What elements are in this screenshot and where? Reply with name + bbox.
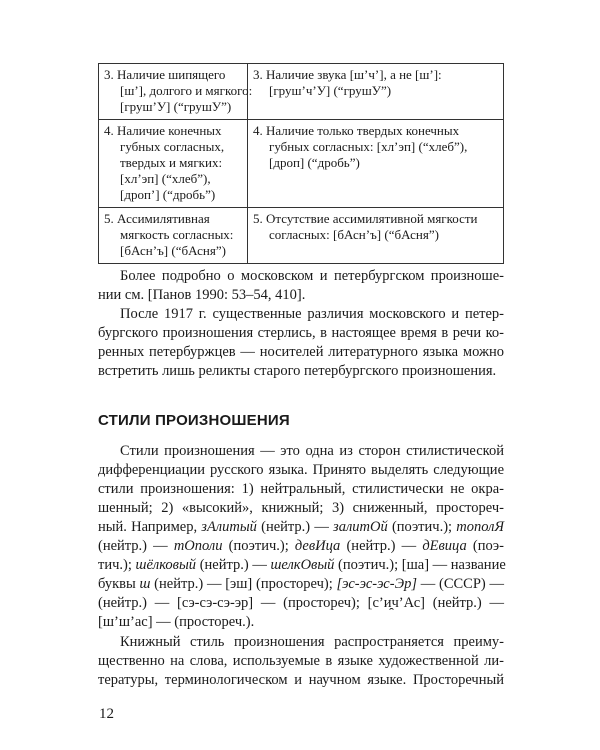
petersburg-cell [248, 208, 504, 264]
text-run: (нейтр.) — [98, 538, 174, 554]
example-word: залитОй [333, 519, 388, 535]
text-line: стили произношения: 1) нейтральный, стилистически не окра- [98, 481, 504, 497]
text-run: (нейтр.) — [340, 538, 423, 554]
moscow-cell [99, 64, 253, 120]
text-line: бургского произношения стерлись, в настоящее время в речи ко- [98, 325, 504, 341]
text-line: ренных петербуржцев — носителей литературного языка можно [98, 344, 504, 360]
cell-text-line: [бАсн’ъ] (“бАсня”) [120, 243, 226, 258]
cell-text-line: [груш’У] (“грушУ”) [120, 99, 232, 114]
text-line: тературы, терминологическом и научном языке. Просторечный [98, 672, 504, 688]
paragraph-bookish-style [98, 633, 504, 690]
example-word: [эс-эс-эс-Эр] [336, 576, 417, 592]
petersburg-cell [248, 64, 504, 120]
example-word: зАлитый [201, 519, 257, 535]
cell-text-line: 5. Ассимилятивная [104, 211, 210, 226]
text-run: (нейтр.) — [эш] (простореч); [150, 576, 337, 592]
text-line: (нейтр.) — [сэ-сэ-сэ-эр] — (простореч); [с’и̯ч’Ас] (нейтр.) — [98, 595, 504, 611]
example-word: ш [139, 576, 151, 592]
text-run: (поэтич.); [222, 538, 295, 554]
cell-text-line: [дроп’] (“дробь”) [120, 187, 216, 202]
text-run: тич.); [98, 557, 136, 573]
paragraph-reference [98, 267, 504, 305]
text-run: буквы [98, 576, 140, 592]
cell-text-line: 3. Наличие шипящего [104, 67, 226, 82]
table-row [99, 64, 504, 120]
text-run: (поэтич.); [387, 519, 457, 535]
cell-text-line: 5. Отсутствие ассимилятивной мягкости [253, 211, 478, 226]
text-line: [ш’ш’ас] — (простореч.). [98, 614, 255, 630]
text-run: ный. Например, [98, 519, 202, 535]
section-heading: СТИЛИ ПРОИЗНОШЕНИЯ [98, 412, 290, 429]
paragraph-after-1917 [98, 305, 504, 381]
example-word: девИца [294, 538, 341, 554]
text-line [98, 518, 504, 537]
page-number: 12 [99, 706, 114, 722]
text-line: встретить лишь реликты старого петербургского произношения. [98, 363, 497, 379]
text-run: — (СССР) — [416, 576, 504, 592]
cell-text-line: 3. Наличие звука [ш’ч’], а не [ш’]: [253, 67, 442, 82]
cell-text-line: губных согласных: [хл’эп] (“хлеб”), [269, 139, 468, 154]
cell-text-line: [дроп] (“дробь”) [269, 155, 360, 170]
text-run: (поэтич.); [ша] — название [334, 557, 506, 573]
text-line: Книжный стиль произношения распространяется преиму- [120, 634, 504, 650]
text-run: (нейтр.) — [196, 557, 271, 573]
cell-text-line: [груш’ч’У] (“грушУ”) [269, 83, 392, 98]
cell-text-line: [ш’], долгого и мягкого: [120, 83, 253, 98]
example-word: тополЯ [456, 519, 504, 535]
example-word: шелкОвый [270, 557, 335, 573]
table-row [99, 208, 504, 264]
text-line: После 1917 г. существенные различия московского и петер- [120, 306, 504, 322]
text-line: нии см. [Панов 1990: 53–54, 410]. [98, 287, 306, 303]
text-run: (поэ- [466, 538, 504, 554]
moscow-cell [99, 208, 248, 264]
cell-text-line: твердых и мягких: [120, 155, 223, 170]
text-line: дифференциации русского языка. Принято выделять следующие [98, 462, 504, 478]
cell-text-line: [хл’эп] (“хлеб”), [120, 171, 211, 186]
text-line [98, 537, 504, 556]
cell-text-line: 4. Наличие конечных [104, 123, 222, 138]
paragraph-pronunciation-styles [98, 442, 504, 632]
text-line: щественно на слова, используемые в языке художественной ли- [98, 653, 504, 669]
text-line: Стили произношения — это одна из сторон стилистической [120, 443, 504, 459]
cell-text-line: губных согласных, [120, 139, 225, 154]
petersburg-cell [248, 120, 504, 208]
example-word: шёлковый [135, 557, 197, 573]
table-row [99, 120, 504, 208]
example-word: дЕвица [422, 538, 467, 554]
text-line: шенный; 2) «высокий», книжный; 3) сниженный, простореч- [98, 500, 504, 516]
text-line: Более подробно о московском и петербургском произноше- [120, 268, 504, 284]
cell-text-line: 4. Наличие только твердых конечных [253, 123, 460, 138]
cell-text-line: мягкость согласных: [120, 227, 234, 242]
moscow-cell [99, 120, 248, 208]
pronunciation-comparison-table [98, 63, 504, 264]
text-run: (нейтр.) — [256, 519, 334, 535]
text-line [98, 575, 504, 594]
example-word: тОполи [173, 538, 223, 554]
text-line [98, 556, 504, 575]
cell-text-line: согласных: [бАсн’ъ] (“бАсня”) [269, 227, 439, 242]
